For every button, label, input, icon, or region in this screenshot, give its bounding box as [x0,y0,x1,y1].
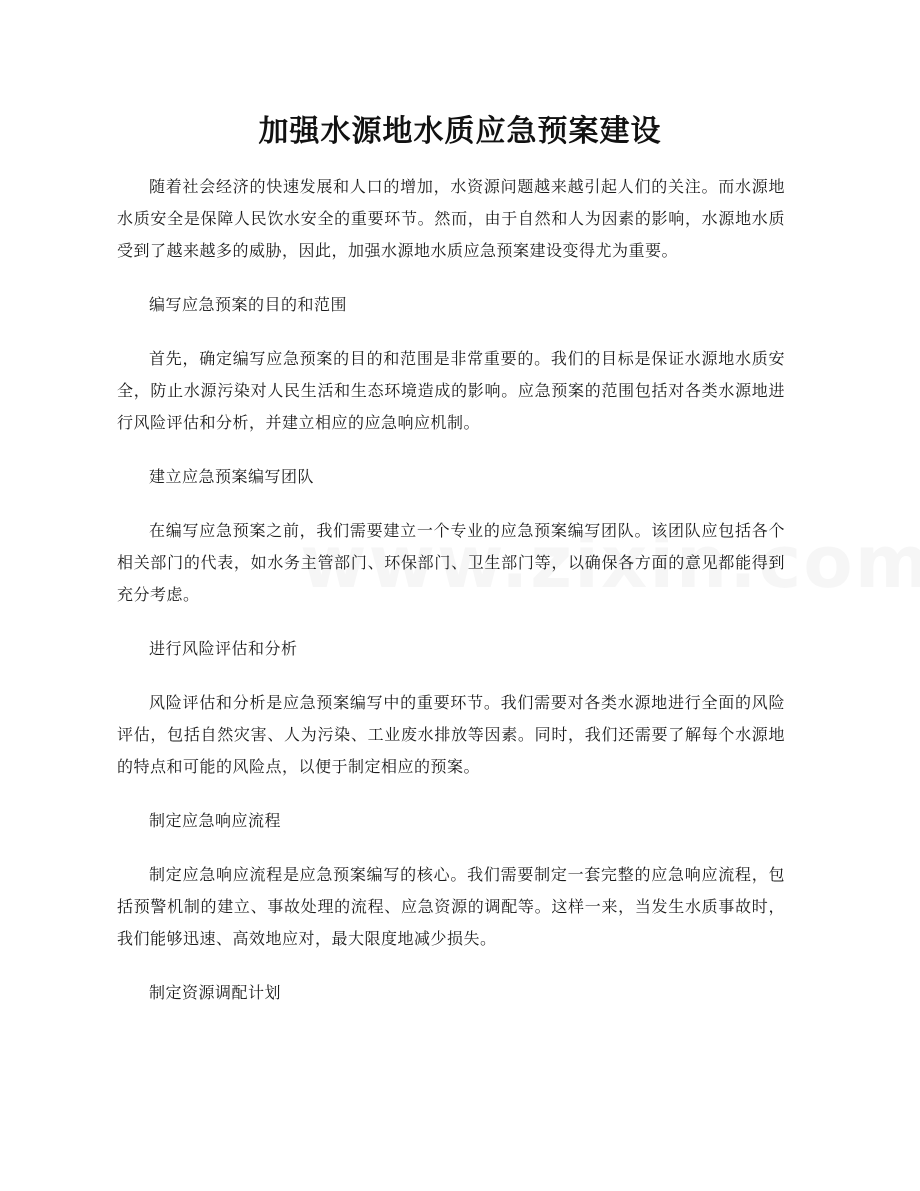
paragraph-risk: 风险评估和分析是应急预案编写中的重要环节。我们需要对各类水源地进行全面的风险评估，包括自然灾害、人为污染、工业废水排放等因素。同时，我们还需要了解每个水源地的特点和可能的风险点，以便于制定相应的预案。 [117,693,785,776]
page-title: 加强水源地水质应急预案建设 [258,114,662,149]
section-heading-purpose: 编写应急预案的目的和范围 [149,295,348,314]
paragraph-purpose: 首先，确定编写应急预案的目的和范围是非常重要的。我们的目标是保证水源地水质安全，防止水源污染对人民生活和生态环境造成的影响。应急预案的范围包括对各类水源地进行风险评估和分析，并建立相应的应急响应机制。 [117,349,785,432]
paragraph-intro: 随着社会经济的快速发展和人口的增加，水资源问题越来越引起人们的关注。而水源地水质安全是保障人民饮水安全的重要环节。然而，由于自然和人为因素的影响，水源地水质受到了越来越多的威胁，因此，加强水源地水质应急预案建设变得尤为重要。 [117,177,785,260]
section-heading-response: 制定应急响应流程 [149,811,282,830]
section-heading-team: 建立应急预案编写团队 [149,467,315,486]
paragraph-response: 制定应急响应流程是应急预案编写的核心。我们需要制定一套完整的应急响应流程，包括预警机制的建立、事故处理的流程、应急资源的调配等。这样一来，当发生水质事故时，我们能够迅速、高效地应对，最大限度地减少损失。 [117,865,785,948]
section-heading-risk: 进行风险评估和分析 [149,639,298,658]
document-body [117,171,785,1031]
section-heading-resources: 制定资源调配计划 [149,983,282,1002]
paragraph-team: 在编写应急预案之前，我们需要建立一个专业的应急预案编写团队。该团队应包括各个相关部门的代表，如水务主管部门、环保部门、卫生部门等，以确保各方面的意见都能得到充分考虑。 [117,521,785,604]
